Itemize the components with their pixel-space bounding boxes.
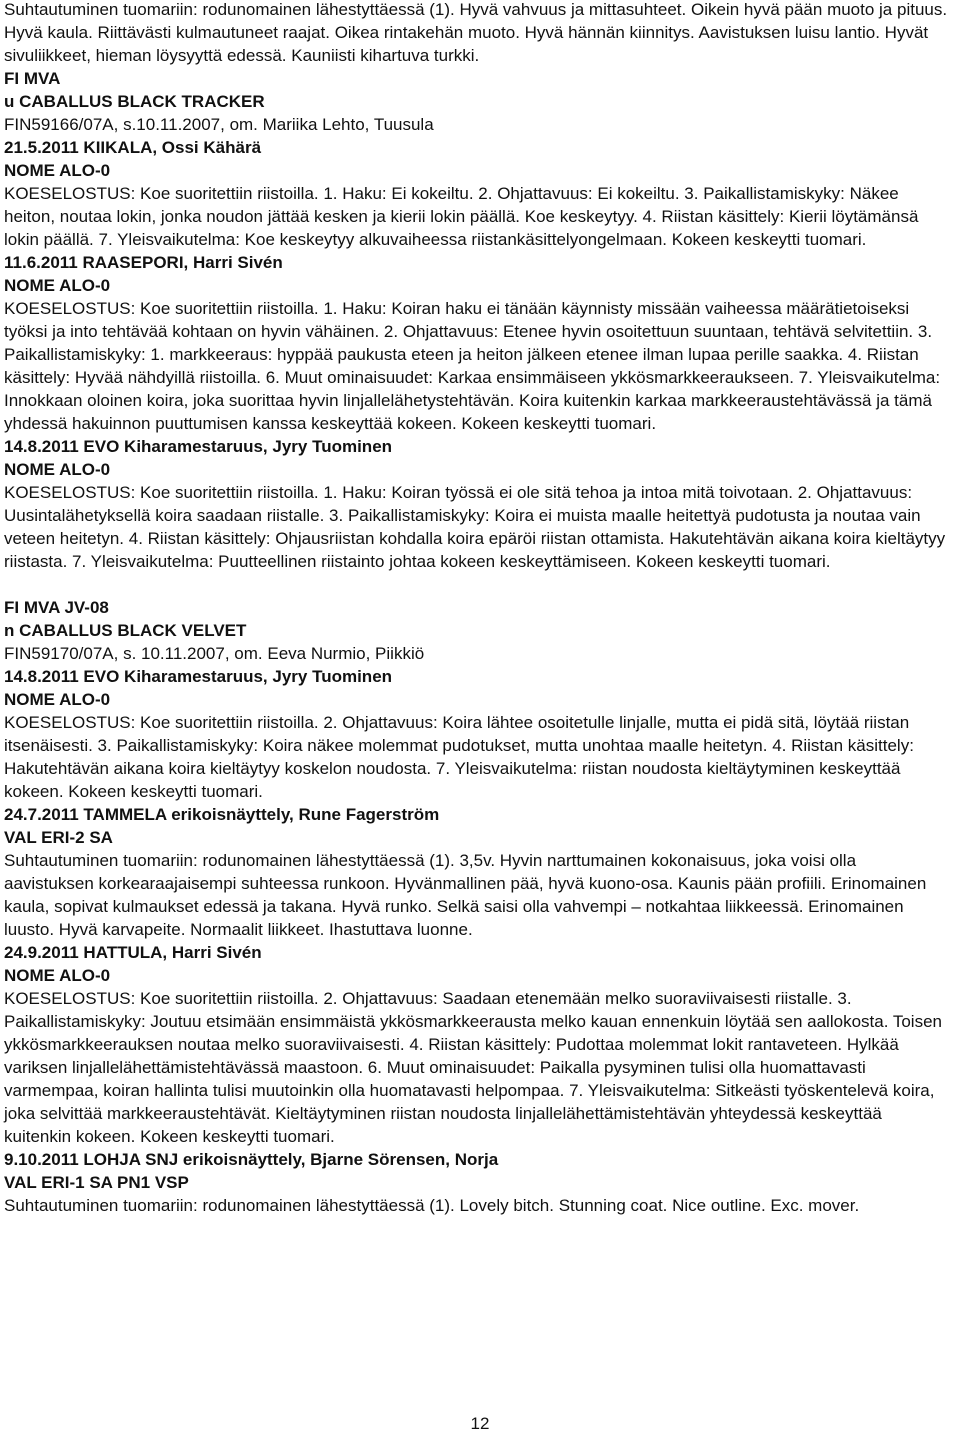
event-report: KOESELOSTUS: Koe suoritettiin riistoilla. 1. Haku: Koiran haku ei tänään käynnisty missään vaiheessa määrätietoiseksi työksi ja into tehtävää kohtaan on hyvin vähäinen. 2. Ohjattavuus: Etenee hyvin osoitettuun suuntaan, tehtävä selvitettiin. 3. Paikallistamiskyky: 1. markkeeraus: hyppää paukusta eteen ja heiton jälkeen etenee ilman lupaa perille saakka. 4. Riistan käsittely: Hyvää nähdyillä riistoilla. 6. Muut ominaisuudet: Karkaa ensimmäiseen ykkösmarkkeeraukseen. 7. Yleisvaikutelma: Innokkaan oloinen koira, joka suorittaa hyvin linjallelähetystehtävän. Koira kuitenkin karkaa markkeeraustehtävässä ja tämä yhdessä hakuinnon puuttumisen kanssa keskeyttää kokeen. Kokeen keskeytti tuomari. xyxy=(4,299,941,433)
dog-entry-tracker xyxy=(4,67,948,573)
event-heading: 14.8.2011 EVO Kiharamestaruus, Jyry Tuominen xyxy=(4,437,393,456)
event-result: VAL ERI-1 SA PN1 VSP xyxy=(4,1173,189,1192)
continued-critique: Suhtautuminen tuomariin: rodunomainen lähestyttäessä (1). Hyvä vahvuus ja mittasuhteet. Oikein hyvä pään muoto ja pituus. Hyvä kaula. Riittävästi kulmautuneet raajat. Oikea rintakehän muoto. Hyvä hännän kiinnitys. Aavistuksen luisu lantio. Hyvät sivuliikkeet, hieman löysyyttä edessä. Kauniisti kihartuva turkki. xyxy=(4,0,948,65)
event-report: Suhtautuminen tuomariin: rodunomainen lähestyttäessä (1). Lovely bitch. Stunning coat. Nice outline. Exc. mover. xyxy=(4,1196,860,1215)
event-heading: 24.7.2011 TAMMELA erikoisnäyttely, Rune Fagerström xyxy=(4,805,440,824)
event-report: KOESELOSTUS: Koe suoritettiin riistoilla. 2. Ohjattavuus: Koira lähtee osoitetulle linjalle, mutta ei pidä sitä, löytää riistan itsenäisesti. 3. Paikallistamiskyky: Koira näkee molemmat pudotukset, mutta unohtaa maalle heitetyn. 4. Riistan käsittely: Hakutehtävän aikana koira kieltäytyy koskelon noudosta. 7. Yleisvaikutelma: riistan noudosta kieltäytyminen keskeyttää kokeen. Kokeen keskeytti tuomari. xyxy=(4,713,914,801)
event-report: KOESELOSTUS: Koe suoritettiin riistoilla. 1. Haku: Koiran työssä ei ole sitä tehoa ja intoa mitä toivotaan. 2. Ohjattavuus: Uusintalähetyksellä koira saadaan riistalle. 3. Paikallistamiskyky: Koira ei muista maalle heitettyä pudotusta ja noutaa vain veteen heitetyn. 4. Riistan käsittely: Ohjausriistan kohdalla koira epäröi riistan ottamista. Hakutehtävän aikana koira kieltäytyy riistasta. 7. Yleisvaikutelma: Puutteellinen riistainto johtaa kokeen keskeyttämiseen. Kokeen keskeytti tuomari. xyxy=(4,483,946,571)
dog-name: u CABALLUS BLACK TRACKER xyxy=(4,92,265,111)
event-result: NOME ALO-0 xyxy=(4,276,111,295)
event-report: KOESELOSTUS: Koe suoritettiin riistoilla. 2. Ohjattavuus: Saadaan etenemään melko suoraviivaisesti riistalle. 3. Paikallistamiskyky: Joutuu etsimään ensimmäistä ykkösmarkkeerausta melko kauan ennenkuin löytää sen aallokosta. Toisen ykkösmarkkeerauksen noutaa melko suoraviivaisesti. 4. Riistan käsittely: Pudottaa molemmat lokit rantaveteen. Hylkää variksen linjallelähettämistehtävässä maastoon. 6. Muut ominaisuudet: Paikalla pysyminen tulisi olla huomattavasti varmempaa, koiran hallinta tulisi muutoinkin olla huomatavasti helpompaa. 7. Yleisvaikutelma: Sitkeästi työskentelevä koira, joka selvittää markkeeraustehtävät. Kieltäytyminen riistan noudosta linjallelähettämistehtävän yhteydessä keskeyttää kuitenkin kokeen. Kokeen keskeytti tuomari. xyxy=(4,989,942,1146)
document-page xyxy=(4,0,948,1217)
event-heading: 11.6.2011 RAASEPORI, Harri Sivén xyxy=(4,253,283,272)
page-number: 12 xyxy=(470,1414,490,1433)
event-entry xyxy=(4,136,948,251)
event-result: NOME ALO-0 xyxy=(4,966,111,985)
event-entry xyxy=(4,435,948,573)
event-report: Suhtautuminen tuomariin: rodunomainen lähestyttäessä (1). 3,5v. Hyvin narttumainen kokonaisuus, joka voisi olla aavistuksen korkearaajaisempi suhteessa runkoon. Hyvänmallinen pää, hyvä kuono-osa. Kaunis pään profiili. Erinomainen kaula, sopivat kulmaukset edessä ja takana. Hyvä runko. Selkä saisi olla vahvempi – notkahtaa liikkeessä. Erinomainen luusto. Hyvä karvapeite. Normaalit liikkeet. Ihastuttava luonne. xyxy=(4,851,927,939)
event-heading: 24.9.2011 HATTULA, Harri Sivén xyxy=(4,943,262,962)
event-result: VAL ERI-2 SA xyxy=(4,828,113,847)
dog-name: n CABALLUS BLACK VELVET xyxy=(4,621,247,640)
dog-registration: FIN59166/07A, s.10.11.2007, om. Mariika Lehto, Tuusula xyxy=(4,115,434,134)
event-entry xyxy=(4,665,948,803)
event-result: NOME ALO-0 xyxy=(4,690,111,709)
event-heading: 9.10.2011 LOHJA SNJ erikoisnäyttely, Bjarne Sörensen, Norja xyxy=(4,1150,499,1169)
event-result: NOME ALO-0 xyxy=(4,460,111,479)
dog-registration: FIN59170/07A, s. 10.11.2007, om. Eeva Nurmio, Piikkiö xyxy=(4,644,425,663)
event-heading: 21.5.2011 KIIKALA, Ossi Kähärä xyxy=(4,138,262,157)
event-result: NOME ALO-0 xyxy=(4,161,111,180)
dog-entry-velvet xyxy=(4,596,948,1217)
event-heading: 14.8.2011 EVO Kiharamestaruus, Jyry Tuominen xyxy=(4,667,393,686)
dog-title-class: FI MVA JV-08 xyxy=(4,598,109,617)
event-entry xyxy=(4,251,948,435)
event-entry xyxy=(4,803,948,941)
event-entry xyxy=(4,1148,948,1217)
event-entry xyxy=(4,941,948,1148)
event-report: KOESELOSTUS: Koe suoritettiin riistoilla. 1. Haku: Ei kokeiltu. 2. Ohjattavuus: Ei kokeiltu. 3. Paikallistamiskyky: Näkee heiton, noutaa lokin, jonka noudon jättää kesken ja kierii lokin päällä. Koe keskeytyy. 4. Riistan käsittely: Kierii löytämänsä lokin päällä. 7. Yleisvaikutelma: Koe keskeytyy alkuvaiheessa riistankäsittelyongelmaan. Kokeen keskeytti tuomari. xyxy=(4,184,919,249)
section-spacer xyxy=(4,573,948,596)
dog-title-class: FI MVA xyxy=(4,69,61,88)
